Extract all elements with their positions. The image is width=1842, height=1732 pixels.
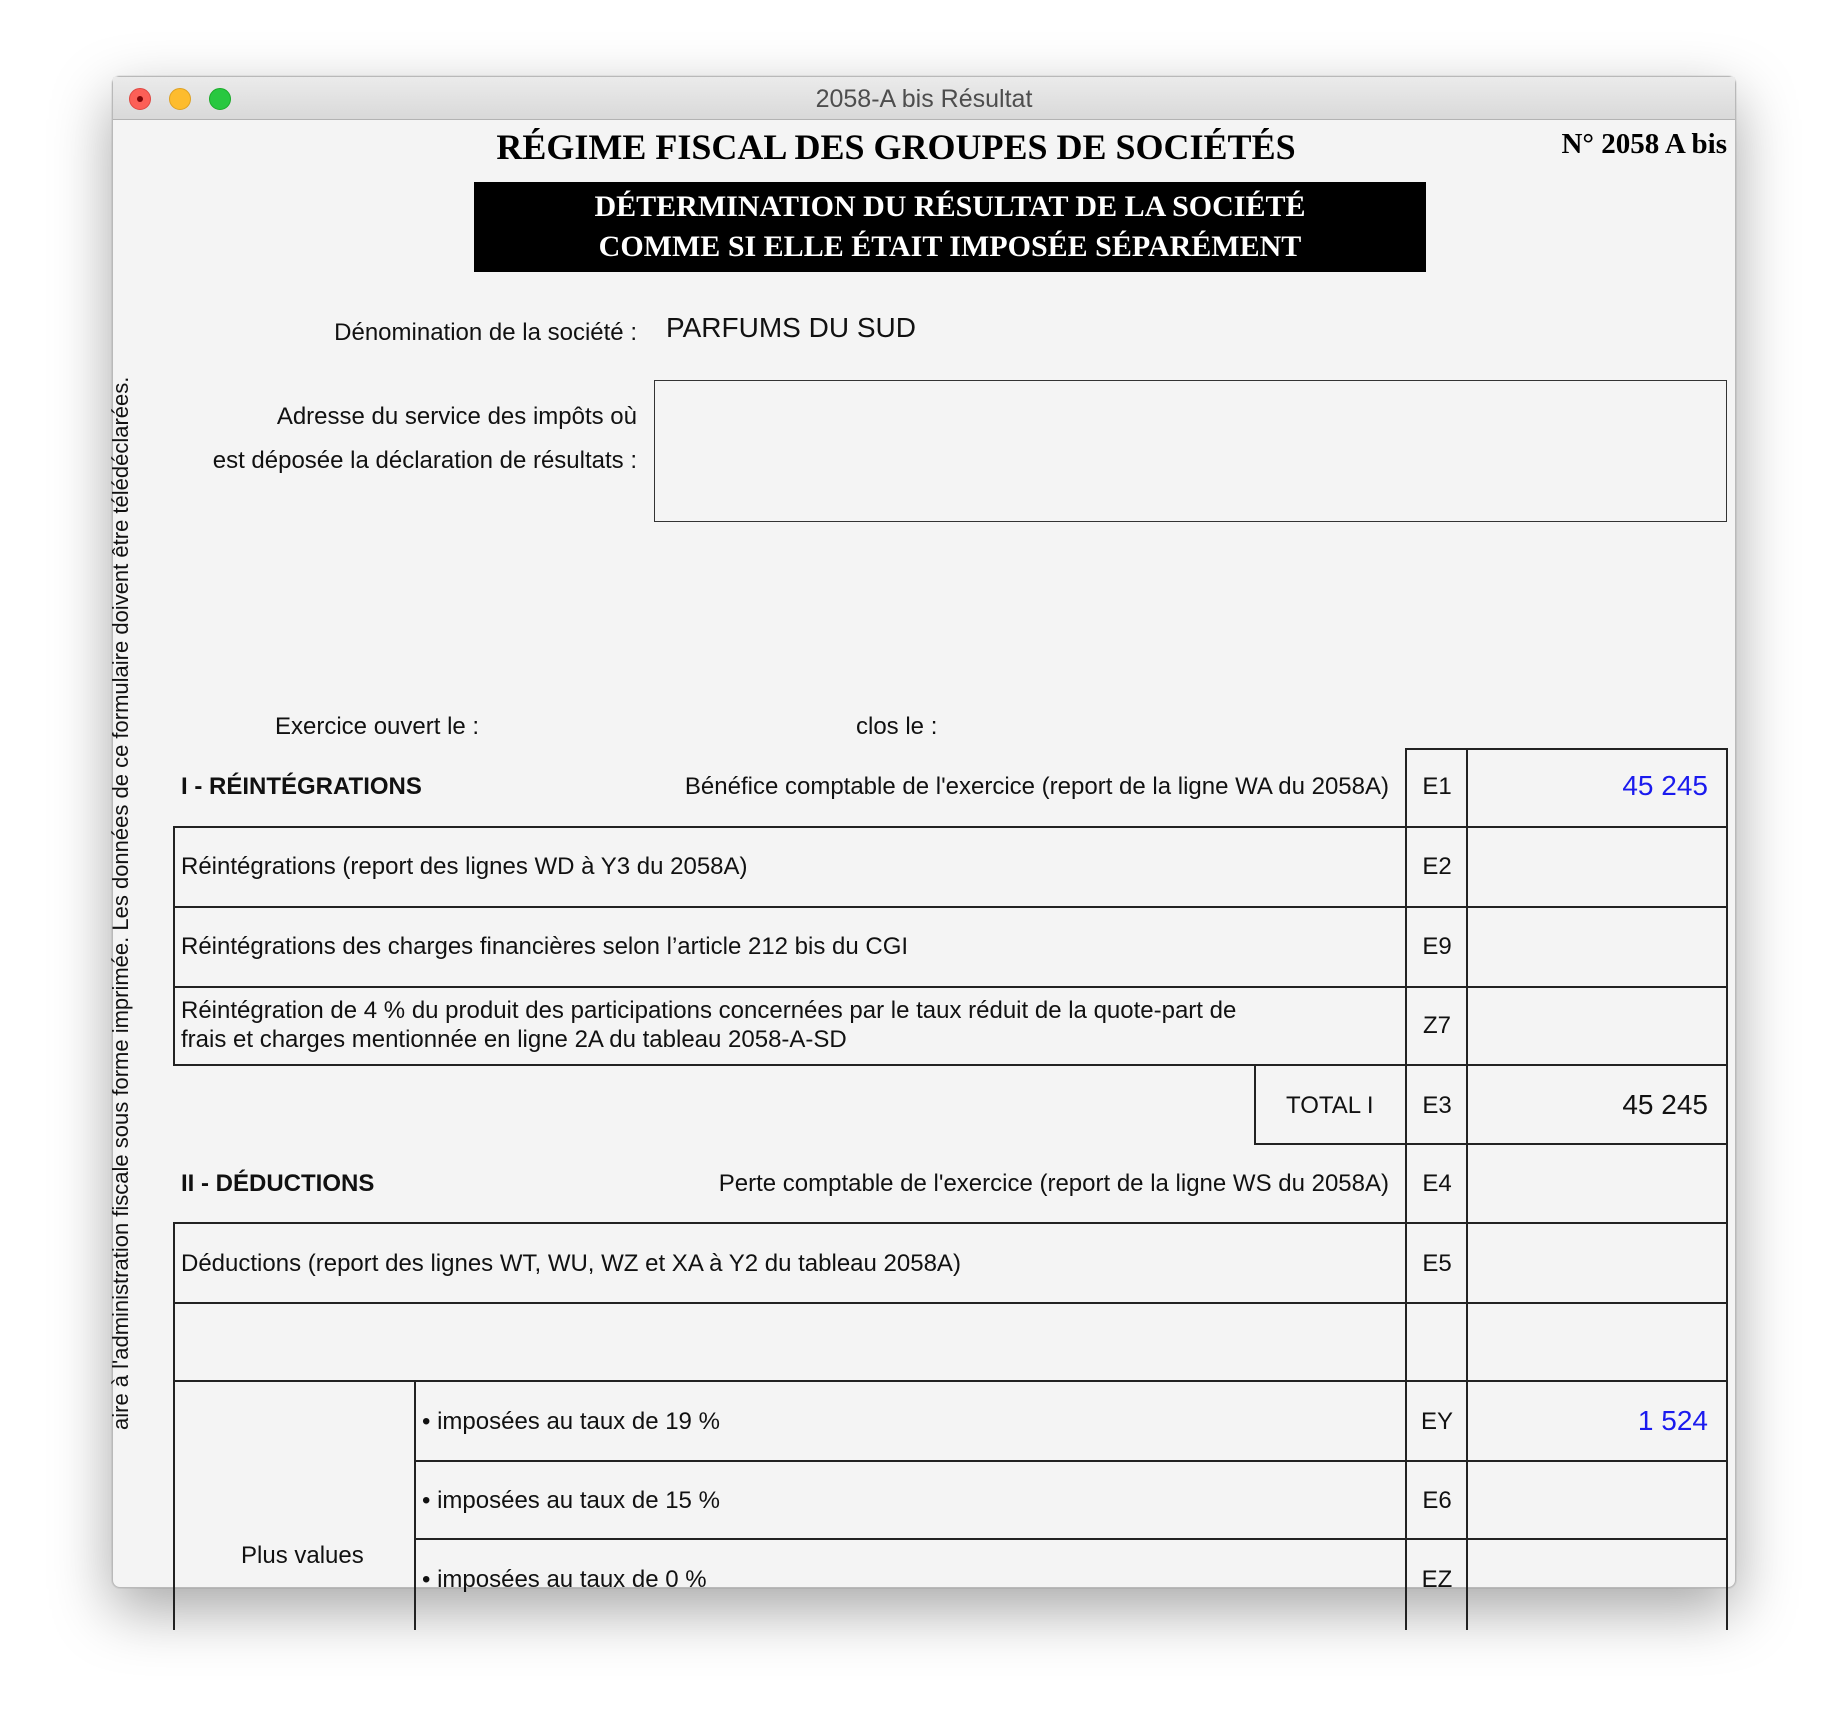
exercise-closed-label: clos le : — [856, 713, 938, 740]
section-reintegrations-title: I - RÉINTÉGRATIONS — [181, 773, 422, 800]
company-name-field[interactable]: PARFUMS DU SUD — [666, 312, 916, 343]
total-i-value: 45 245 — [1622, 1089, 1708, 1120]
window-title: 2058-A bis Résultat — [815, 85, 1033, 113]
section-deductions-title: II - DÉDUCTIONS — [181, 1170, 375, 1197]
row-e4-label: Perte comptable de l'exercice (report de la ligne WS du 2058A) — [718, 1170, 1389, 1197]
form-banner — [474, 182, 1426, 272]
app-window — [108, 76, 1736, 1593]
row-ez-label: • imposées au taux de 0 % — [422, 1566, 707, 1593]
row-ey-value[interactable]: 1 524 — [1637, 1405, 1708, 1436]
banner-line-2: COMME SI ELLE ÉTAIT IMPOSÉE SÉPARÉMENT — [598, 230, 1302, 263]
row-e9-label: Réintégrations des charges financières selon l’article 212 bis du CGI — [181, 933, 909, 960]
row-e1-label: Bénéfice comptable de l'exercice (report de la ligne WA du 2058A) — [684, 773, 1389, 800]
form-number: N° 2058 A bis — [1561, 128, 1727, 160]
company-name-label: Dénomination de la société : — [334, 319, 637, 346]
row-z7-label — [181, 996, 1236, 1054]
row-e9-code: E9 — [1422, 933, 1452, 960]
row-e5-label: Déductions (report des lignes WT, WU, WZ et XA à Y2 du tableau 2058A) — [181, 1250, 961, 1277]
form-main-title: RÉGIME FISCAL DES GROUPES DE SOCIÉTÉS — [496, 127, 1296, 167]
row-e6-code: E6 — [1422, 1487, 1452, 1514]
row-e1-value[interactable]: 45 245 — [1622, 770, 1708, 801]
row-ey-code: EY — [1420, 1408, 1453, 1435]
total-i-label: TOTAL I — [1286, 1092, 1374, 1119]
row-e2-label: Réintégrations (report des lignes WD à Y3 du 2058A) — [181, 853, 748, 880]
row-ey-label: • imposées au taux de 19 % — [422, 1408, 720, 1435]
form-content — [108, 120, 1735, 1593]
row-e5-code: E5 — [1422, 1250, 1452, 1277]
side-notice: aire à l'administration fiscale sous forme imprimée. Les données de ce formulaire doivent être télédéclarées. — [108, 376, 133, 1430]
address-label-line-1: Adresse du service des impôts où — [276, 403, 637, 430]
row-z7-label-line-1: Réintégration de 4 % du produit des participations concernées par le taux réduit de la quote-part de — [181, 997, 1237, 1024]
exercise-opened-label: Exercice ouvert le : — [275, 713, 480, 740]
row-ez-code: EZ — [1421, 1566, 1453, 1593]
row-e2-code: E2 — [1422, 853, 1452, 880]
address-label — [153, 395, 637, 483]
row-z7-label-line-2: frais et charges mentionnée en ligne 2A du tableau 2058-A-SD — [181, 1026, 847, 1053]
plus-values-label: Plus values — [241, 1542, 364, 1569]
row-z7-code: Z7 — [1422, 1012, 1451, 1039]
banner-line-1: DÉTERMINATION DU RÉSULTAT DE LA SOCIÉTÉ — [594, 190, 1306, 223]
row-e6-label: • imposées au taux de 15 % — [422, 1487, 720, 1514]
address-label-line-2: est déposée la déclaration de résultats : — [212, 447, 637, 474]
address-field[interactable] — [654, 380, 1727, 522]
row-e1-code: E1 — [1422, 773, 1452, 800]
total-i-code: E3 — [1422, 1092, 1452, 1119]
title-bar[interactable] — [113, 77, 1735, 120]
row-e4-code: E4 — [1422, 1170, 1452, 1197]
